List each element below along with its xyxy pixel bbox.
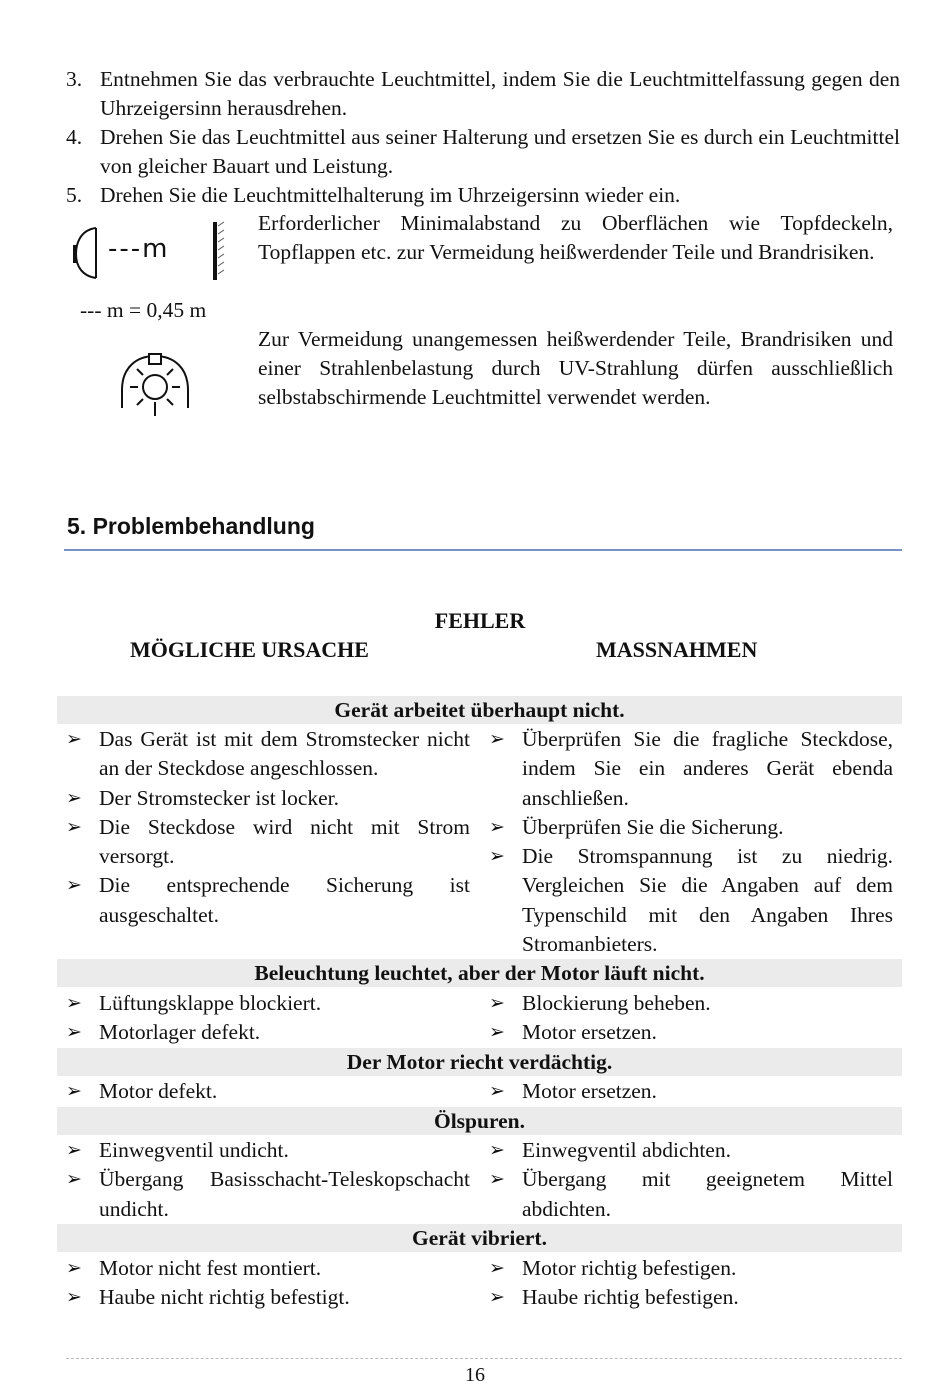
bullet-arrow-icon: ➢ — [66, 874, 82, 897]
bullet-arrow-icon: ➢ — [66, 728, 82, 750]
step-text: Entnehmen Sie das verbrauchte Leuchtmittel, indem Sie die Leuchtmittelfassung gegen den Uhrzeigersinn herausdrehen. — [100, 67, 900, 120]
action-text: Motor richtig befestigen. — [522, 1256, 737, 1280]
list-item — [489, 842, 893, 959]
action-list — [489, 1136, 893, 1224]
list-item — [66, 989, 470, 1018]
cause-text: Übergang Basisschacht-Teleskopschacht undicht. — [99, 1167, 470, 1221]
action-text: Motor ersetzen. — [522, 1020, 657, 1045]
list-item — [66, 784, 470, 813]
bullet-arrow-icon: ➢ — [489, 845, 505, 868]
bullet-arrow-icon: ➢ — [66, 1080, 82, 1102]
bullet-arrow-icon: ➢ — [66, 786, 82, 809]
bullet-arrow-icon: ➢ — [489, 1168, 505, 1191]
list-item — [489, 1165, 893, 1224]
bullet-arrow-icon: ➢ — [489, 1286, 505, 1309]
step-text: Drehen Sie die Leuchtmittelhalterung im Uhrzeigersinn wieder ein. — [100, 183, 681, 207]
step-item — [66, 65, 900, 123]
list-item — [489, 1283, 893, 1312]
fault-row: Der Motor riecht verdächtig. — [57, 1048, 902, 1076]
cause-list — [66, 1254, 470, 1313]
cause-text: Motor nicht fest montiert. — [99, 1256, 322, 1280]
cause-text: Lüftungsklappe blockiert. — [99, 991, 322, 1015]
bullet-arrow-icon: ➢ — [66, 815, 82, 838]
distance-symbol-text: ---m — [108, 234, 170, 264]
cause-text: Einwegventil undicht. — [99, 1138, 289, 1162]
action-list — [489, 989, 893, 1048]
bullet-arrow-icon: ➢ — [489, 1257, 505, 1279]
list-item — [66, 1136, 470, 1165]
bullet-arrow-icon: ➢ — [489, 728, 505, 750]
bullet-arrow-icon: ➢ — [489, 815, 505, 838]
list-item — [489, 1077, 893, 1106]
list-item — [489, 1018, 893, 1047]
cause-list — [66, 1077, 470, 1106]
bullet-arrow-icon: ➢ — [489, 1139, 505, 1161]
list-item — [489, 1136, 893, 1165]
step-number: 5. — [66, 183, 83, 207]
action-list — [489, 725, 893, 959]
cause-list — [66, 725, 470, 930]
list-item — [66, 1077, 470, 1106]
list-item — [66, 1018, 470, 1047]
section-title: 5. Problembehandlung — [67, 513, 315, 539]
bullet-arrow-icon: ➢ — [66, 1139, 82, 1161]
action-text: Überprüfen Sie die Sicherung. — [522, 814, 784, 839]
cause-text: Die entsprechende Sicherung ist ausgeschaltet. — [99, 873, 470, 927]
fault-row: Beleuchtung leuchtet, aber der Motor läuft nicht. — [57, 959, 902, 987]
instruction-steps — [66, 65, 900, 210]
bullet-arrow-icon: ➢ — [66, 992, 82, 1014]
header-action: MASSNAHMEN — [596, 637, 758, 662]
bullet-arrow-icon: ➢ — [489, 1021, 505, 1044]
action-text: Übergang mit geeignetem Mittel abdichten. — [522, 1167, 893, 1221]
cause-list — [66, 1136, 470, 1224]
list-item — [66, 1165, 470, 1224]
action-list — [489, 1254, 893, 1313]
min-distance-symbol — [72, 220, 232, 284]
cause-text: Die Steckdose wird nicht mit Strom versorgt. — [99, 814, 470, 869]
action-text: Blockierung beheben. — [522, 991, 711, 1015]
self-shielding-lamp-symbol — [118, 350, 192, 424]
lamp-note: Zur Vermeidung unangemessen heißwerdender Teile, Brandrisiken und einer Strahlenbelastung durch UV-Strahlung dürfen ausschließlich selbstabschirmende Leuchtmittel verwendet werden. — [258, 327, 893, 409]
section-rule — [64, 549, 902, 551]
cause-text: Das Gerät ist mit dem Stromstecker nicht an der Steckdose angeschlossen. — [99, 727, 470, 781]
action-text: Motor ersetzen. — [522, 1079, 657, 1103]
list-item — [489, 1254, 893, 1283]
distance-caption: --- m = 0,45 m — [80, 298, 207, 322]
fault-row: Ölspuren. — [57, 1107, 902, 1135]
step-item — [66, 181, 900, 210]
header-cause: MÖGLICHE URSACHE — [130, 637, 369, 662]
cause-text: Motor defekt. — [99, 1079, 218, 1103]
cause-list — [66, 989, 470, 1048]
bullet-arrow-icon: ➢ — [66, 1286, 82, 1309]
action-text: Die Stromspannung ist zu niedrig. Vergleichen Sie die Angaben auf dem Typenschild mit den Angaben Ihres Stromanbieters. — [522, 844, 893, 957]
list-item — [489, 989, 893, 1018]
bullet-arrow-icon: ➢ — [489, 1080, 505, 1102]
footer-rule — [66, 1358, 902, 1360]
cause-text: Motorlager defekt. — [99, 1020, 261, 1045]
bullet-arrow-icon: ➢ — [66, 1021, 82, 1044]
list-item — [489, 725, 893, 813]
list-item — [66, 813, 470, 872]
step-number: 4. — [66, 125, 83, 149]
list-item — [66, 1283, 470, 1312]
bullet-arrow-icon: ➢ — [66, 1168, 82, 1191]
fault-row: Gerät vibriert. — [57, 1224, 902, 1252]
distance-text: Erforderlicher Minimalabstand zu Oberflächen wie Topfdeckeln, Topflappen etc. zur Vermeidung heißwerdender Teile und Brandrisiken. — [258, 211, 893, 264]
action-text: Überprüfen Sie die fragliche Steckdose, indem Sie ein anderes Gerät ebenda anschließen. — [522, 727, 893, 810]
action-list — [489, 1077, 893, 1106]
page-number: 16 — [465, 1364, 485, 1386]
action-text: Haube richtig befestigen. — [522, 1285, 739, 1310]
list-item — [489, 813, 893, 842]
action-text: Einwegventil abdichten. — [522, 1138, 731, 1162]
cause-text: Haube nicht richtig befestigt. — [99, 1285, 350, 1310]
cause-text: Der Stromstecker ist locker. — [99, 785, 340, 810]
fault-row: Gerät arbeitet überhaupt nicht. — [57, 696, 902, 724]
bullet-arrow-icon: ➢ — [66, 1257, 82, 1279]
bullet-arrow-icon: ➢ — [489, 992, 505, 1014]
step-text: Drehen Sie das Leuchtmittel aus seiner Halterung und ersetzen Sie es durch ein Leuchtmittel von gleicher Bauart und Leistung. — [100, 125, 900, 178]
list-item — [66, 725, 470, 784]
header-fault: FEHLER — [434, 608, 526, 633]
step-item — [66, 123, 900, 181]
list-item — [66, 1254, 470, 1283]
step-number: 3. — [66, 67, 83, 91]
lamp-shield-icon — [118, 350, 192, 418]
list-item — [66, 871, 470, 930]
